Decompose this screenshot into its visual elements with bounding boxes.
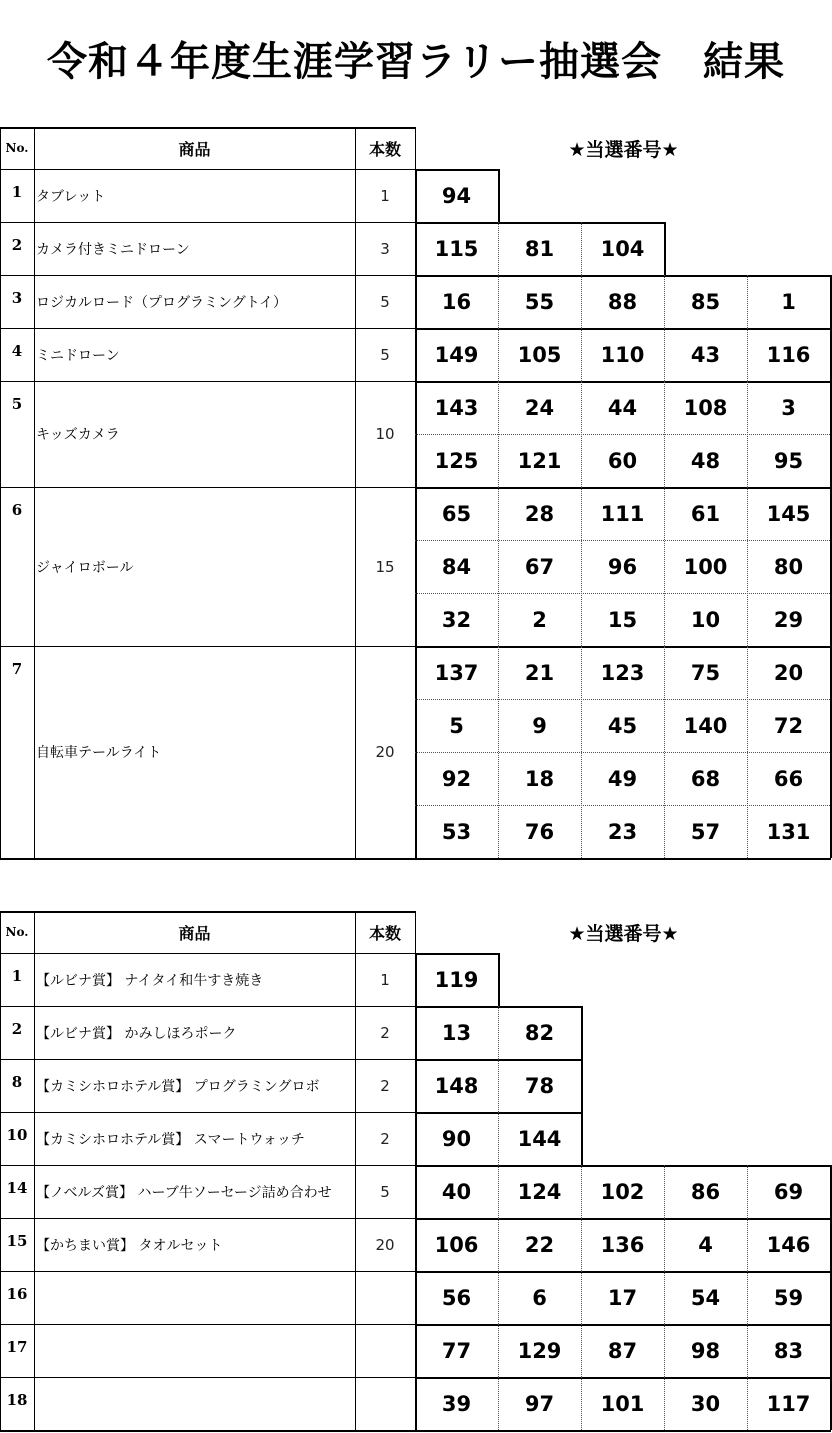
prize2-header-item: 商品 — [178, 923, 211, 943]
prize1-winner-number: 80 — [773, 554, 804, 579]
rule-line — [415, 1377, 831, 1379]
prize2-item-count: 1 — [380, 970, 390, 989]
prize1-row-no: 1 — [11, 182, 23, 201]
prize2-winner-number: 98 — [690, 1338, 721, 1363]
rule-line — [355, 911, 356, 953]
prize1-winner-number: 55 — [524, 289, 555, 314]
prize2-item-count: 2 — [380, 1076, 390, 1095]
prize1-winner-number: 20 — [773, 660, 804, 685]
dotted-rule — [498, 1271, 499, 1324]
rule-line — [581, 1006, 583, 1059]
prize2-row-no: 8 — [11, 1072, 23, 1091]
prize1-winner-number: 18 — [524, 766, 555, 791]
prize1-winner-number: 32 — [441, 607, 472, 632]
prize2-winner-number: 82 — [524, 1020, 555, 1045]
prize1-winner-number: 57 — [690, 819, 721, 844]
prize2-winner-number: 146 — [766, 1232, 811, 1257]
prize1-item-count: 10 — [375, 425, 395, 443]
dotted-rule — [664, 1271, 665, 1324]
dotted-rule — [581, 1271, 582, 1324]
rule-line — [0, 911, 1, 953]
prize2-winner-number: 101 — [600, 1391, 645, 1416]
prize1-winner-number: 67 — [524, 554, 555, 579]
prize1-winner-number: 2 — [532, 607, 547, 632]
dotted-rule — [498, 1006, 499, 1059]
prize1-winner-number: 23 — [607, 819, 638, 844]
prize1-winner-number: 66 — [773, 766, 804, 791]
prize2-winner-number: 69 — [773, 1179, 804, 1204]
prize1-winner-number: 49 — [607, 766, 638, 791]
prize1-item-name: ジャイロボール — [36, 559, 134, 576]
page-title: 令和４年度生涯学習ラリー抽選会 結果 — [47, 39, 785, 85]
prize1-item-name: 自転車テールライト — [36, 745, 162, 761]
prize2-winner-number: 39 — [441, 1391, 472, 1416]
dotted-rule — [747, 487, 748, 646]
rule-line — [34, 127, 35, 169]
prize2-winner-number: 17 — [607, 1285, 638, 1310]
prize1-winner-number: 96 — [607, 554, 638, 579]
dotted-rule — [498, 222, 499, 275]
prize1-winner-number: 84 — [441, 554, 472, 579]
prize1-winner-number: 24 — [524, 395, 555, 420]
prize2-winner-number: 56 — [441, 1285, 472, 1310]
dotted-rule — [415, 593, 830, 594]
rule-line — [0, 911, 416, 913]
prize2-row-no: 14 — [6, 1178, 28, 1197]
prize1-winner-number: 72 — [773, 713, 804, 738]
dotted-rule — [415, 805, 830, 806]
dotted-rule — [747, 328, 748, 381]
prize1-winner-number: 104 — [600, 236, 645, 261]
dotted-rule — [664, 275, 665, 328]
prize2-winner-number: 117 — [766, 1391, 811, 1416]
prize2-winner-number: 13 — [441, 1020, 472, 1045]
prize1-header-item: 商品 — [178, 139, 211, 159]
prize1-winner-number: 143 — [434, 395, 479, 420]
prize2-winner-number: 136 — [600, 1232, 645, 1257]
prize2-winner-number: 97 — [524, 1391, 555, 1416]
prize2-winner-number: 83 — [773, 1338, 804, 1363]
prize1-winner-number: 115 — [434, 236, 479, 261]
prize2-item-count: 20 — [375, 1235, 395, 1254]
prize1-winner-number: 45 — [607, 713, 638, 738]
prize2-winner-number: 106 — [434, 1232, 479, 1257]
rule-line — [581, 1112, 583, 1165]
prize2-winner-number: 144 — [517, 1126, 562, 1151]
prize1-winner-number: 76 — [524, 819, 555, 844]
prize2-item-count: 5 — [380, 1182, 390, 1201]
prize1-winner-number: 108 — [683, 395, 728, 420]
dotted-rule — [498, 487, 499, 646]
prize2-winner-number: 102 — [600, 1179, 645, 1204]
prize1-winner-number: 105 — [517, 342, 562, 367]
rule-line — [415, 911, 416, 953]
prize2-header-count: 本数 — [368, 923, 401, 943]
prize2-item-name — [34, 1271, 355, 1324]
prize2-winner-number: 22 — [524, 1232, 555, 1257]
prize1-item-count: 5 — [380, 292, 390, 311]
rule-line — [415, 127, 416, 169]
prize1-row-no: 7 — [11, 659, 23, 678]
dotted-rule — [415, 752, 830, 753]
prize1-item-count: 5 — [380, 345, 390, 364]
prize1-item-name: ミニドローン — [36, 347, 120, 364]
dotted-rule — [581, 1165, 582, 1218]
prize2-row-no: 1 — [11, 966, 23, 985]
prize2-winner-number: 86 — [690, 1179, 721, 1204]
dotted-rule — [664, 328, 665, 381]
prize1-item-count: 20 — [375, 743, 395, 761]
prize1-winner-number: 53 — [441, 819, 472, 844]
prize2-winner-number: 6 — [532, 1285, 547, 1310]
prize1-winner-number: 123 — [600, 660, 645, 685]
prize1-row-no: 5 — [11, 394, 23, 413]
prize1-winner-number: 125 — [434, 448, 479, 473]
prize2-winner-number: 148 — [434, 1073, 479, 1098]
prize1-item-name: ロジカルロード（プログラミングトイ） — [36, 294, 288, 311]
prize1-winner-number: 1 — [781, 289, 796, 314]
rule-line — [0, 127, 416, 129]
prize1-header-count: 本数 — [368, 139, 401, 159]
prize1-item-count: 3 — [380, 239, 390, 258]
prize1-winner-number: 5 — [449, 713, 464, 738]
prize2-winner-number: 77 — [441, 1338, 472, 1363]
dotted-rule — [498, 1165, 499, 1218]
prize1-winner-number: 29 — [773, 607, 804, 632]
dotted-rule — [664, 1324, 665, 1377]
rule-line — [664, 222, 666, 275]
dotted-rule — [664, 487, 665, 646]
prize1-winner-number: 16 — [441, 289, 472, 314]
rule-line — [415, 381, 831, 383]
dotted-rule — [415, 434, 830, 435]
prize1-winner-number: 10 — [690, 607, 721, 632]
rule-line — [498, 953, 500, 1006]
prize2-winner-number: 87 — [607, 1338, 638, 1363]
prize2-winner-number: 30 — [690, 1391, 721, 1416]
prize2-item-name: 【かちまい賞】 タオルセット — [36, 1237, 223, 1254]
prize1-item-name: キッズカメラ — [36, 427, 120, 443]
dotted-rule — [498, 328, 499, 381]
prize1-winner-number: 85 — [690, 289, 721, 314]
prize2-item-name: 【カミシホロホテル賞】 プログラミングロボ — [36, 1078, 320, 1095]
prize1-item-name: カメラ付きミニドローン — [36, 241, 190, 258]
rule-line — [415, 858, 831, 860]
prize2-row-no: 2 — [11, 1019, 23, 1038]
prize1-winner-number: 149 — [434, 342, 479, 367]
prize1-winner-number: 140 — [683, 713, 728, 738]
prize1-winner-number: 15 — [607, 607, 638, 632]
prize2-header-winners: ★当選番号★ — [568, 922, 679, 945]
prize2-row-no: 15 — [6, 1231, 28, 1250]
prize1-winner-number: 145 — [766, 501, 811, 526]
prize1-winner-number: 81 — [524, 236, 555, 261]
dotted-rule — [747, 1218, 748, 1271]
prize2-winner-number: 124 — [517, 1179, 562, 1204]
rule-line — [0, 1430, 416, 1432]
prize1-winner-number: 61 — [690, 501, 721, 526]
prize1-row-no: 4 — [11, 341, 23, 360]
prize2-item-count — [355, 1324, 415, 1377]
prize2-row-no: 10 — [6, 1125, 28, 1144]
prize1-winner-number: 75 — [690, 660, 721, 685]
prize2-winner-number: 40 — [441, 1179, 472, 1204]
dotted-rule — [498, 1324, 499, 1377]
rule-line — [415, 1430, 831, 1432]
rule-line — [415, 328, 831, 330]
prize2-row-no: 17 — [6, 1337, 28, 1356]
prize1-winner-number: 121 — [517, 448, 562, 473]
dotted-rule — [747, 275, 748, 328]
prize1-row-no: 3 — [11, 288, 23, 307]
dotted-rule — [498, 1377, 499, 1430]
dotted-rule — [415, 699, 830, 700]
prize1-winner-number: 44 — [607, 395, 638, 420]
rule-line — [0, 858, 416, 860]
rule-line — [0, 127, 1, 169]
prize2-header-no: No. — [5, 925, 29, 939]
dotted-rule — [581, 487, 582, 646]
prize2-row-no: 16 — [6, 1284, 28, 1303]
dotted-rule — [581, 328, 582, 381]
prize1-winner-number: 111 — [600, 501, 645, 526]
dotted-rule — [747, 1165, 748, 1218]
prize2-item-count — [355, 1271, 415, 1324]
prize2-winner-number: 54 — [690, 1285, 721, 1310]
dotted-rule — [498, 275, 499, 328]
rule-line — [415, 1165, 831, 1167]
prize1-row-no: 2 — [11, 235, 23, 254]
prize1-winner-number: 28 — [524, 501, 555, 526]
dotted-rule — [581, 1218, 582, 1271]
prize1-item-count: 15 — [375, 557, 395, 576]
rule-line — [355, 127, 356, 169]
prize1-winner-number: 9 — [532, 713, 547, 738]
prize1-item-count: 1 — [380, 186, 390, 205]
dotted-rule — [498, 1218, 499, 1271]
prize1-winner-number: 94 — [441, 183, 472, 208]
rule-line — [415, 222, 665, 224]
prize1-item-name: タブレット — [36, 188, 106, 205]
rule-line — [415, 646, 831, 648]
prize2-item-name — [34, 1377, 355, 1430]
prize1-winner-number: 21 — [524, 660, 555, 685]
prize2-winner-number: 119 — [434, 967, 479, 992]
prize1-winner-number: 95 — [773, 448, 804, 473]
dotted-rule — [747, 1377, 748, 1430]
prize1-winner-number: 68 — [690, 766, 721, 791]
prize2-winner-number: 59 — [773, 1285, 804, 1310]
prize1-winner-number: 88 — [607, 289, 638, 314]
prize2-item-count: 2 — [380, 1129, 390, 1148]
prize2-winner-number: 4 — [698, 1232, 713, 1257]
prize2-item-count: 2 — [380, 1023, 390, 1042]
dotted-rule — [581, 222, 582, 275]
prize2-row-no: 18 — [6, 1390, 28, 1409]
rule-line — [415, 1324, 831, 1326]
prize1-winner-number: 92 — [441, 766, 472, 791]
prize2-item-count — [355, 1377, 415, 1430]
dotted-rule — [581, 1324, 582, 1377]
rule-line — [415, 169, 499, 171]
rule-line — [34, 911, 35, 953]
dotted-rule — [498, 1112, 499, 1165]
prize1-header-winners: ★当選番号★ — [568, 138, 679, 161]
prize2-winner-number: 90 — [441, 1126, 472, 1151]
prize2-item-name: 【ルビナ賞】 かみしほろポーク — [36, 1025, 237, 1042]
rule-line — [415, 275, 831, 277]
prize1-winner-number: 65 — [441, 501, 472, 526]
rule-line — [415, 1271, 831, 1273]
rule-line — [498, 169, 500, 222]
rule-line — [581, 1059, 583, 1112]
prize2-winner-number: 78 — [524, 1073, 555, 1098]
prize1-winner-number: 137 — [434, 660, 479, 685]
dotted-rule — [664, 1165, 665, 1218]
prize1-winner-number: 131 — [766, 819, 811, 844]
prize1-winner-number: 48 — [690, 448, 721, 473]
dotted-rule — [664, 1218, 665, 1271]
prize1-header-no: No. — [5, 141, 29, 155]
prize1-winner-number: 100 — [683, 554, 728, 579]
prize2-item-name — [34, 1324, 355, 1377]
prize1-winner-number: 116 — [766, 342, 811, 367]
prize1-winner-number: 3 — [781, 395, 796, 420]
dotted-rule — [747, 1324, 748, 1377]
rule-line — [415, 953, 499, 955]
prize2-winner-number: 129 — [517, 1338, 562, 1363]
prize2-item-name: 【カミシホロホテル賞】 スマートウォッチ — [36, 1131, 305, 1148]
dotted-rule — [747, 1271, 748, 1324]
dotted-rule — [581, 1377, 582, 1430]
rule-line — [415, 1218, 831, 1220]
prize1-winner-number: 60 — [607, 448, 638, 473]
prize1-row-no: 6 — [11, 500, 23, 519]
dotted-rule — [581, 275, 582, 328]
prize2-item-name: 【ルビナ賞】 ナイタイ和牛すき焼き — [36, 972, 264, 989]
dotted-rule — [498, 1059, 499, 1112]
rule-line — [415, 487, 831, 489]
prize1-winner-number: 110 — [600, 342, 645, 367]
dotted-rule — [415, 540, 830, 541]
prize1-winner-number: 43 — [690, 342, 721, 367]
dotted-rule — [664, 1377, 665, 1430]
prize2-item-name: 【ノベルズ賞】 ハーブ牛ソーセージ詰め合わせ — [36, 1184, 332, 1201]
